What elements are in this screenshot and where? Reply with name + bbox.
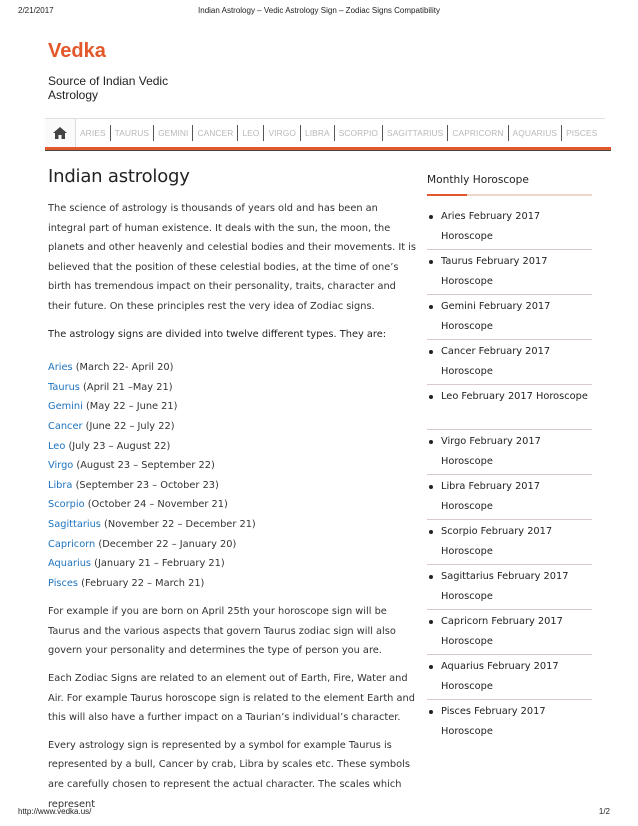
main-nav — [45, 118, 605, 147]
sign-link-aries[interactable]: Aries — [48, 362, 73, 374]
sign-dates: (August 23 – September 22) — [76, 460, 215, 472]
sign-link-capricorn[interactable]: Capricorn — [48, 538, 96, 550]
nav-item-pisces[interactable]: PISCES — [566, 128, 598, 138]
main-content — [48, 166, 416, 822]
site-description: Source of Indian Vedic Astrology — [48, 74, 169, 102]
list-item — [48, 574, 416, 594]
sign-link-sagittarius[interactable]: Sagittarius — [48, 518, 101, 530]
nav-item-leo[interactable]: LEO — [238, 125, 264, 141]
sidebar-link-leo[interactable]: Leo February 2017 Horoscope — [427, 387, 592, 430]
example-paragraph: For example if you are born on April 25th your horoscope sign will be Taurus and the various aspects that govern Taurus zodiac sign will also govern your personality and determines the type of person you are. — [48, 606, 396, 657]
print-url: http://www.vedka.us/ — [18, 807, 92, 816]
list-item — [48, 495, 416, 515]
list-item — [48, 476, 416, 496]
sidebar-link-libra[interactable]: Libra February 2017 Horoscope — [427, 477, 592, 520]
list-item — [48, 378, 416, 398]
sidebar-link-aries[interactable]: Aries February 2017 Horoscope — [427, 207, 592, 250]
print-page-number: 1/2 — [598, 807, 610, 816]
nav-home-button[interactable] — [45, 119, 76, 147]
home-icon — [52, 126, 68, 140]
sidebar — [427, 166, 592, 746]
intro-paragraph: The science of astrology is thousands of years old and has been an integral part of human existence. It deals with the sun, the moon, the planets and other heavenly and celestial bodies and their movements. It is believed that the position of these celestial bodies, at the time of one’s birth has tremendous impact on their personality, traits, character and their future. On these principles rest the very idea of Zodiac signs. — [48, 203, 416, 312]
list-item — [48, 554, 416, 574]
nav-divider — [45, 150, 611, 151]
sign-dates: (September 23 – October 23) — [75, 479, 219, 491]
sidebar-link-gemini[interactable]: Gemini February 2017 Horoscope — [427, 297, 592, 340]
sign-dates: (October 24 – November 21) — [87, 499, 228, 511]
sidebar-link-pisces[interactable]: Pisces February 2017 Horoscope — [427, 702, 592, 744]
sign-link-gemini[interactable]: Gemini — [48, 401, 83, 413]
sign-dates: (April 21 –May 21) — [83, 381, 173, 393]
sign-dates: (February 22 – March 21) — [81, 577, 205, 589]
sign-link-pisces[interactable]: Pisces — [48, 577, 79, 589]
symbol-paragraph: Every astrology sign is represented by a symbol for example Taurus is represented by a bull, Cancer by crab, Libra by scales etc. These symbols are carefully chosen to represent the actual character. The scales which represent — [48, 739, 410, 810]
print-title: Indian Astrology – Vedic Astrology Sign – Zodiac Signs Compatibility — [198, 6, 440, 15]
list-item — [48, 515, 416, 535]
sidebar-link-sagittarius[interactable]: Sagittarius February 2017 Horoscope — [427, 567, 592, 610]
sign-link-taurus[interactable]: Taurus — [48, 381, 80, 393]
list-item — [48, 437, 416, 457]
sidebar-link-aquarius[interactable]: Aquarius February 2017 Horoscope — [427, 657, 592, 700]
sign-link-aquarius[interactable]: Aquarius — [48, 558, 92, 570]
nav-item-taurus[interactable]: TAURUS — [111, 125, 154, 141]
sign-dates: (June 22 – July 22) — [85, 420, 175, 432]
nav-item-cancer[interactable]: CANCER — [193, 125, 238, 141]
sidebar-link-scorpio[interactable]: Scorpio February 2017 Horoscope — [427, 522, 592, 565]
sign-link-leo[interactable]: Leo — [48, 440, 66, 452]
sign-link-cancer[interactable]: Cancer — [48, 420, 83, 432]
nav-item-sagittarius[interactable]: SAGITTARIUS — [383, 125, 448, 141]
sign-dates: (July 23 – August 22) — [68, 440, 171, 452]
nav-item-libra[interactable]: LIBRA — [301, 125, 335, 141]
nav-item-capricorn[interactable]: CAPRICORN — [448, 125, 508, 141]
nav-item-scorpio[interactable]: SCORPIO — [335, 125, 383, 141]
sign-link-scorpio[interactable]: Scorpio — [48, 499, 85, 511]
nav-item-gemini[interactable]: GEMINI — [154, 125, 193, 141]
sign-dates: (January 21 – February 21) — [94, 558, 225, 570]
page-heading: Indian astrology — [48, 166, 190, 187]
list-item — [48, 397, 416, 417]
sidebar-title: Monthly Horoscope — [427, 174, 529, 186]
sign-dates: (November 22 – December 21) — [104, 518, 256, 530]
sign-dates: (December 22 – January 20) — [98, 538, 237, 550]
sidebar-link-virgo[interactable]: Virgo February 2017 Horoscope — [427, 432, 592, 475]
nav-item-virgo[interactable]: VIRGO — [264, 125, 301, 141]
element-paragraph: Each Zodiac Signs are related to an element out of Earth, Fire, Water and Air. For example Taurus horoscope sign is related to the element Earth and this will also have a further impact on a Taurian’s individual’s character. — [48, 673, 415, 724]
site-title[interactable]: Vedka — [48, 40, 106, 62]
sidebar-title-rule — [427, 194, 592, 196]
signs-list — [48, 358, 416, 593]
sign-link-virgo[interactable]: Virgo — [48, 460, 74, 472]
sign-dates: (March 22- April 20) — [75, 362, 174, 374]
nav-item-aquarius[interactable]: AQUARIUS — [509, 125, 563, 141]
sign-link-libra[interactable]: Libra — [48, 479, 73, 491]
list-item — [48, 358, 416, 378]
list-item — [48, 456, 416, 476]
print-date: 2/21/2017 — [18, 6, 54, 15]
sidebar-link-taurus[interactable]: Taurus February 2017 Horoscope — [427, 252, 592, 295]
list-item — [48, 417, 416, 437]
list-item — [48, 535, 416, 555]
signs-intro: The astrology signs are divided into twelve different types. They are: — [48, 328, 387, 340]
sidebar-link-cancer[interactable]: Cancer February 2017 Horoscope — [427, 342, 592, 385]
nav-item-aries[interactable]: ARIES — [76, 125, 111, 141]
sidebar-link-capricorn[interactable]: Capricorn February 2017 Horoscope — [427, 612, 592, 655]
sign-dates: (May 22 – June 21) — [85, 401, 178, 413]
horoscope-list — [427, 207, 592, 744]
